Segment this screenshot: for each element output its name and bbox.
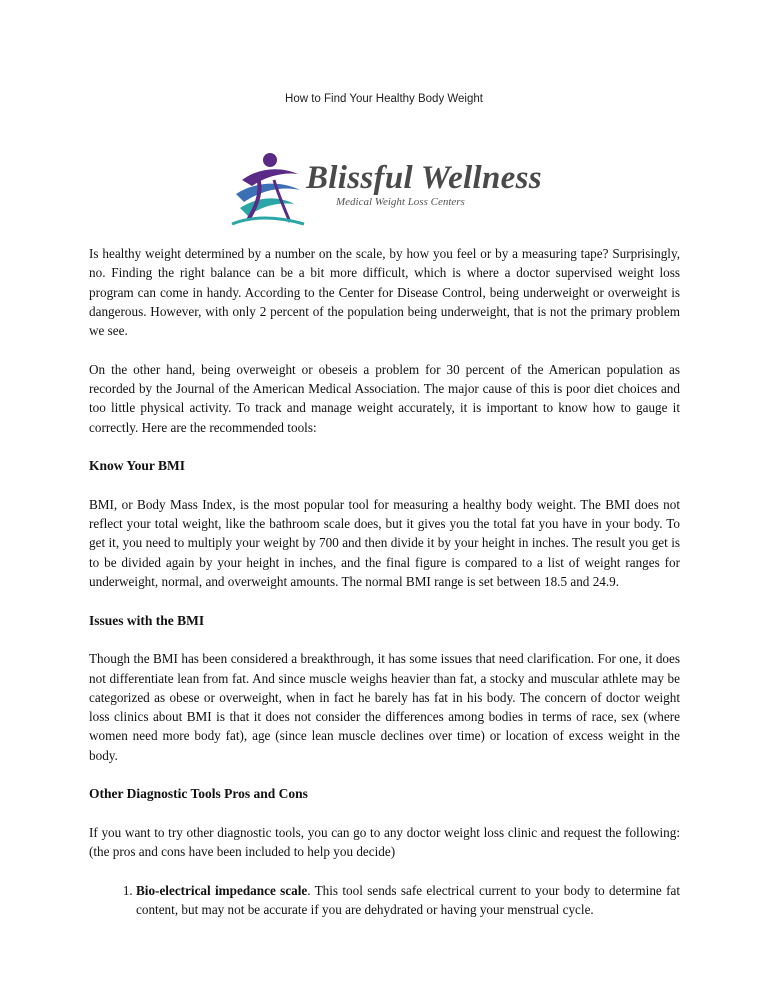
bmi-paragraph: BMI, or Body Mass Index, is the most popular tool for measuring a healthy body weight. The BMI does not reflect your total weight, like the bathroom scale does, but it gives you the total fat you have in your body. To get it, you need to multiply your weight by 700 and then divide it by your height in inches. The result you get is to be divided again by your height in inches, and the final figure is compared to a list of weight ranges for underweight, normal, and overweight amounts. The normal BMI range is set between 18.5 and 24.9. <box>89 496 680 590</box>
logo-name: Blissful Wellness <box>306 160 542 196</box>
issues-paragraph: Though the BMI has been considered a breakthrough, it has some issues that need clarification. For one, it does not differentiate lean from fat. And since muscle weighs heavier than fat, a stocky and muscular athlete may be categorized as obese or overweight, when in fact he barely has fat in his body. The concern of doctor weight loss clinics about BMI is that it does not consider the differences among bodies in terms of race, sex (where women need more body fat), age (since lean muscle declines over time) or location of excess weight in the body. <box>89 651 680 763</box>
diagnostic-tools-list <box>89 881 680 920</box>
list-item-term: Bio-electrical impedance scale <box>136 882 308 898</box>
heading-issues-with-bmi: Issues with the BMI <box>89 612 205 628</box>
intro-paragraph-1: Is healthy weight determined by a number on the scale, by how you feel or by a measuring tape? Surprisingly, no. Finding the right balance can be a bit more difficult, which is where a doctor supervised weight loss program can come in handy. According to the Center for Disease Control, being underweight or overweight is dangerous. However, with only 2 percent of the population being underweight, that is not the primary problem we see. <box>89 246 680 339</box>
other-tools-paragraph: If you want to try other diagnostic tools, you can go to any doctor weight loss clinic and request the following: (the pros and cons have been included to help you decide) <box>89 824 680 860</box>
logo-tagline: Medical Weight Loss Centers <box>336 196 465 208</box>
document-body <box>89 244 680 919</box>
intro-paragraph-2: On the other hand, being overweight or obeseis a problem for 30 percent of the American population as recorded by the Journal of the American Medical Association. The major cause of this is poor diet choices and too little physical activity. To track and manage weight accurately, it is important to know how to gauge it correctly. Here are the recommended tools: <box>89 361 680 435</box>
heading-know-your-bmi: Know Your BMI <box>89 458 186 474</box>
blissful-wellness-logo <box>228 150 540 232</box>
heading-other-diagnostic-tools: Other Diagnostic Tools Pros and Cons <box>89 786 308 802</box>
list-item-description: . This tool sends safe electrical current to your body to determine fat content, but may not be accurate if you are dehydrated or having your menstrual cycle. <box>136 882 680 918</box>
document-title: How to Find Your Healthy Body Weight <box>285 93 483 105</box>
list-item <box>136 881 680 920</box>
logo-figure-icon <box>228 150 308 232</box>
